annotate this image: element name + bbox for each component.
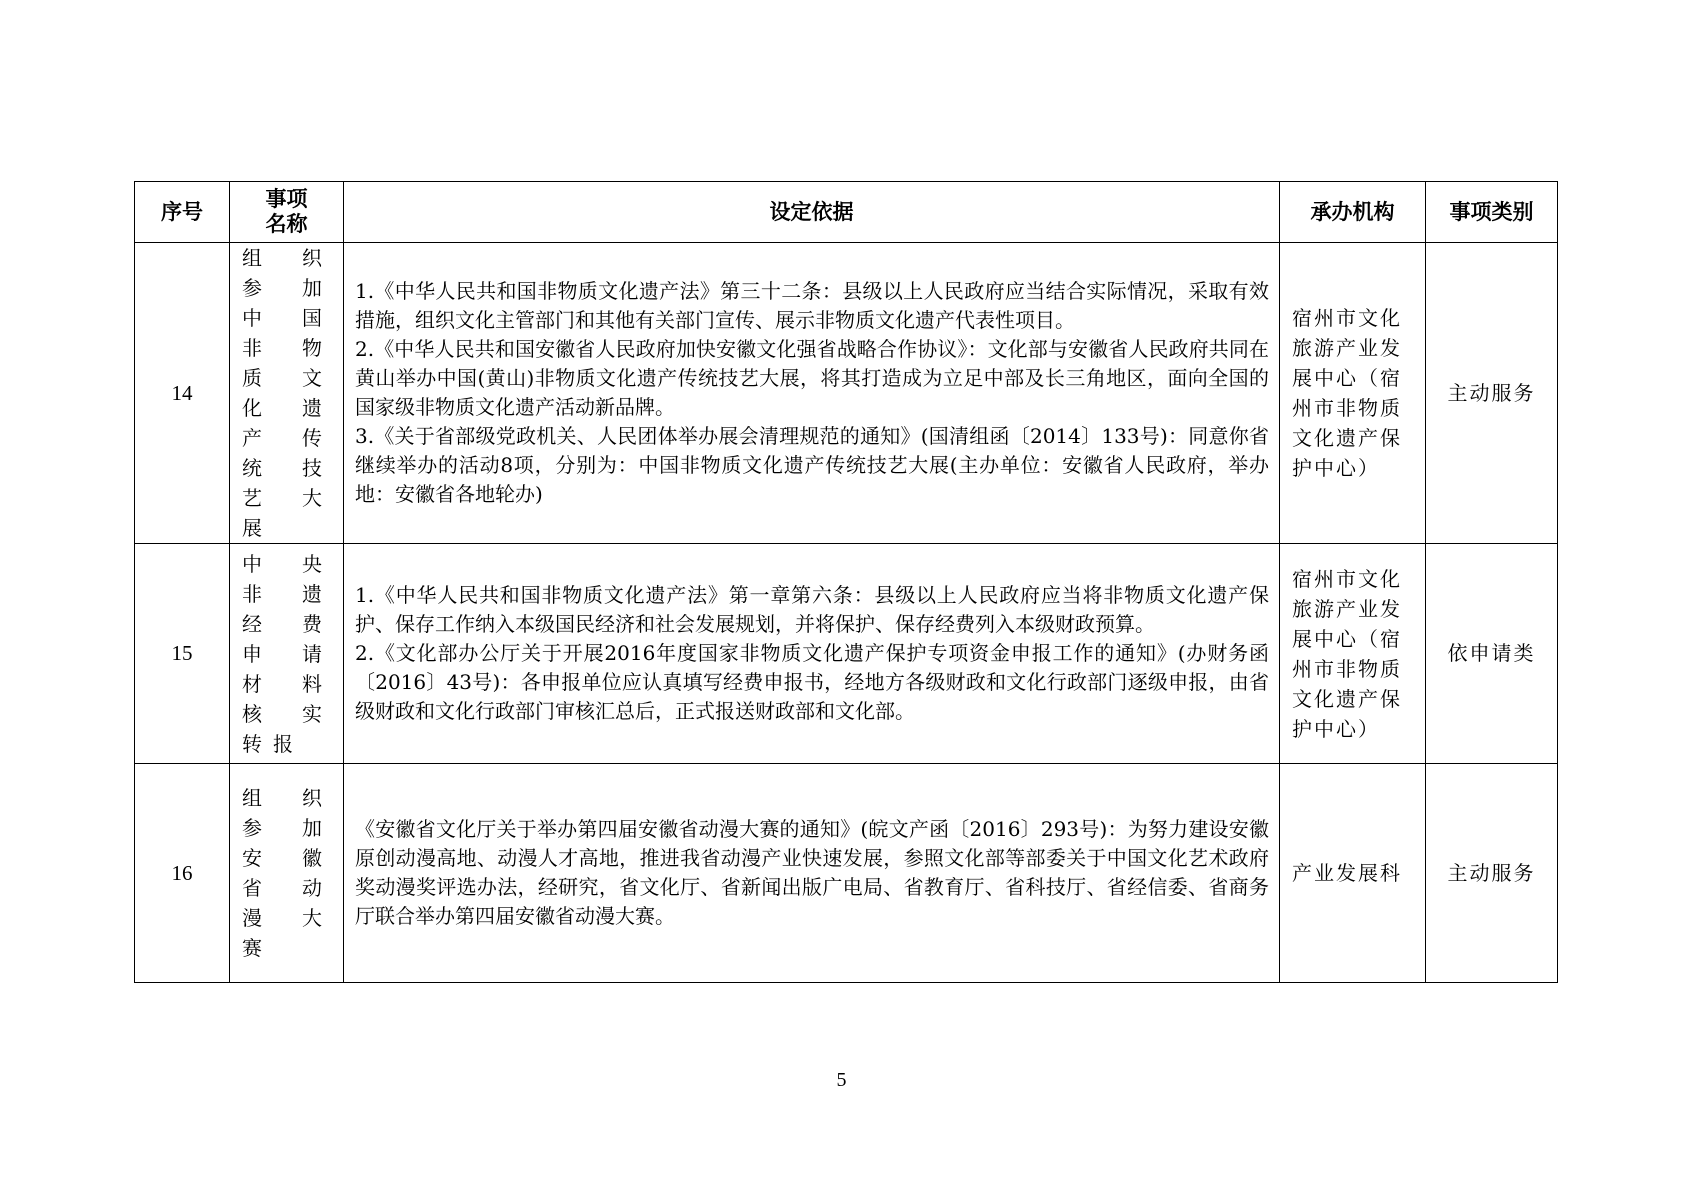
table-row — [135, 764, 1558, 983]
item-basis — [344, 544, 1280, 764]
table-row — [135, 243, 1558, 544]
header-name — [230, 182, 344, 243]
table-row — [135, 544, 1558, 764]
handling-organization: 产业发展科 — [1280, 764, 1426, 983]
row-number: 16 — [135, 764, 230, 983]
page-number: 5 — [836, 1069, 847, 1091]
items-table — [134, 181, 1558, 983]
header-org: 承办机构 — [1280, 182, 1426, 243]
row-number: 14 — [135, 243, 230, 544]
basis-clause: 1.《中华人民共和国非物质文化遗产法》第三十二条：县级以上人民政府应当结合实际情况，采取有效措施，组织文化主管部门和其他有关部门宣传、展示非物质文化遗产代表性项目。 — [355, 279, 1269, 332]
item-name: 组织参加安徽省动漫大赛 — [230, 764, 344, 983]
item-category: 主动服务 — [1426, 764, 1558, 983]
item-category: 依申请类 — [1426, 544, 1558, 764]
header-no: 序号 — [135, 182, 230, 243]
item-basis — [344, 764, 1280, 983]
item-basis — [344, 243, 1280, 544]
basis-clause: 2.《文化部办公厅关于开展2016年度国家非物质文化遗产保护专项资金申报工作的通知》(办财务函〔2016〕43号)：各申报单位应认真填写经费申报书，经地方各级财政和文化行政部门逐级申报，由省级财政和文化行政部门审核汇总后，正式报送财政部和文化部。 — [355, 641, 1269, 723]
basis-clause: 3.《关于省部级党政机关、人民团体举办展会清理规范的通知》(国清组函〔2014〕133号)：同意你省继续举办的活动8项，分别为：中国非物质文化遗产传统技艺大展(主办单位：安徽省人民政府，举办地：安徽省各地轮办) — [355, 424, 1269, 506]
basis-clause: 《安徽省文化厅关于举办第四届安徽省动漫大赛的通知》(皖文产函〔2016〕293号)：为努力建设安徽原创动漫高地、动漫人才高地，推进我省动漫产业快速发展，参照文化部等部委关于中国文化艺术政府奖动漫奖评选办法，经研究，省文化厅、省新闻出版广电局、省教育厅、省科技厅、省经信委、省商务厅联合举办第四届安徽省动漫大赛。 — [355, 817, 1269, 928]
row-number: 15 — [135, 544, 230, 764]
header-name-line1: 事项 — [265, 187, 308, 211]
header-type: 事项类别 — [1426, 182, 1558, 243]
header-basis: 设定依据 — [344, 182, 1280, 243]
item-name: 组织参加中国非物质文化遗产传统技艺大展 — [230, 243, 344, 544]
table-header-row — [135, 182, 1558, 243]
item-category: 主动服务 — [1426, 243, 1558, 544]
handling-organization: 宿州市文化旅游产业发展中心（宿州市非物质文化遗产保护中心） — [1280, 243, 1426, 544]
header-name-line2: 名称 — [265, 212, 308, 236]
basis-clause: 2.《中华人民共和国安徽省人民政府加快安徽文化强省战略合作协议》：文化部与安徽省人民政府共同在黄山举办中国(黄山)非物质文化遗产传统技艺大展，将其打造成为立足中部及长三角地区，面向全国的国家级非物质文化遗产活动新品牌。 — [355, 337, 1269, 419]
basis-clause: 1.《中华人民共和国非物质文化遗产法》第一章第六条：县级以上人民政府应当将非物质文化遗产保护、保存工作纳入本级国民经济和社会发展规划，并将保护、保存经费列入本级财政预算。 — [355, 583, 1269, 636]
item-name: 中央非遗经费申请材料核实转报 — [230, 544, 344, 764]
handling-organization: 宿州市文化旅游产业发展中心（宿州市非物质文化遗产保护中心） — [1280, 544, 1426, 764]
